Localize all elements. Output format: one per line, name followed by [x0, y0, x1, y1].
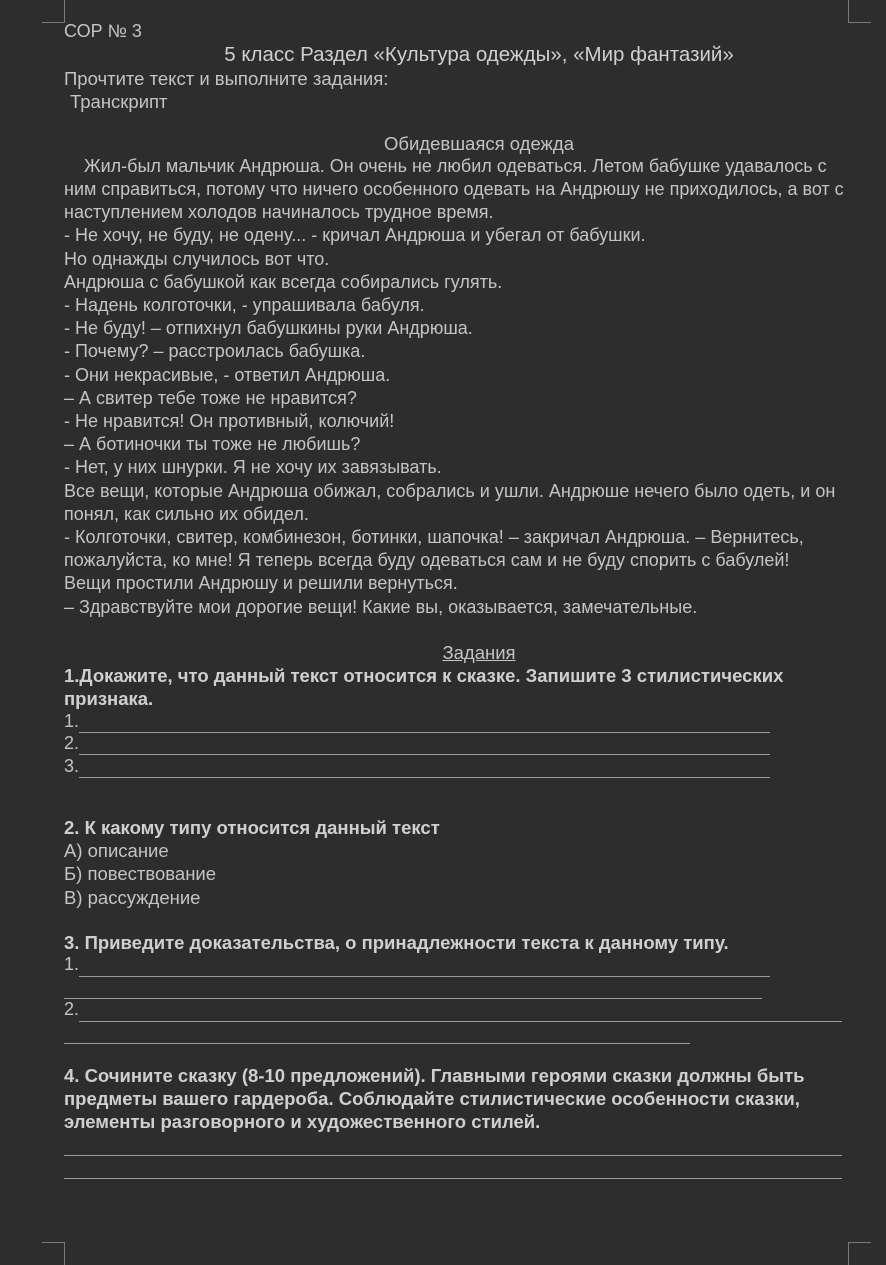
page-corner-bottom-right — [848, 1242, 871, 1265]
answer-block-1 — [64, 710, 770, 778]
answer-number: 2. — [64, 999, 80, 1020]
story-paragraph: – Здравствуйте мои дорогие вещи! Какие вы, оказывается, замечательные. — [64, 596, 698, 617]
answer-rule — [79, 960, 770, 977]
answer-number: 2. — [64, 733, 80, 754]
story — [64, 132, 854, 619]
story-paragraph: Жил-был мальчик Андрюша. Он очень не любил одеваться. Летом бабушке удавалось с ним справиться, потому что ничего особенного одевать на Андрюшу не приходилось, а вот с наступлением холодов начиналось трудное время. — [64, 155, 844, 223]
answer-rule — [64, 1139, 842, 1156]
story-paragraph: – А свитер тебе тоже не нравится? — [64, 387, 357, 408]
answer-rule — [79, 738, 770, 755]
page-corner-top-left — [42, 0, 65, 23]
answer-number: 1. — [64, 954, 80, 975]
option-b: Б) повествование — [64, 863, 217, 885]
story-paragraph: - Они некрасивые, - ответил Андрюша. — [64, 364, 391, 385]
question-2: 2. К какому типу относится данный текст — [64, 816, 440, 838]
story-paragraph: Все вещи, которые Андрюша обижал, собрались и ушли. Андрюше нечего было одеть, и он понял, как сильно их обидел. — [64, 480, 836, 524]
answer-number: 3. — [64, 755, 80, 776]
answer-rule — [79, 761, 770, 778]
answer-rule — [64, 1162, 842, 1179]
story-paragraph: - Не нравится! Он противный, колючий! — [64, 411, 395, 432]
question-3: 3. Приведите доказательства, о принадлежности текста к данному типу. — [64, 931, 729, 953]
story-paragraph: - Почему? – расстроилась бабушка. — [64, 341, 366, 362]
answer-line[interactable] — [64, 755, 770, 778]
document-page — [64, 20, 854, 1179]
answer-block-3 — [64, 954, 854, 1044]
story-paragraph: - Нет, у них шнурки. Я не хочу их завязывать. — [64, 457, 442, 478]
story-paragraph: Вещи простили Андрюшу и решили вернуться. — [64, 573, 458, 594]
answer-line[interactable] — [64, 1134, 842, 1157]
story-title: Обидевшаяся одежда — [383, 132, 574, 154]
answer-line[interactable] — [64, 977, 762, 1000]
page-corner-bottom-left — [42, 1242, 65, 1265]
story-paragraph: - Надень колготочки, - упрашивала бабуля. — [64, 295, 425, 316]
option-c: В) рассуждение — [64, 886, 201, 908]
story-paragraph: Андрюша с бабушкой как всегда собирались гулять. — [64, 271, 503, 292]
answer-line[interactable] — [64, 1156, 842, 1179]
question-1: 1.Докажите, что данный текст относится к сказке. Запишите 3 стилистических признака. — [64, 665, 784, 710]
transcript-label: Транскрипт — [70, 91, 168, 113]
answer-number: 1. — [64, 710, 80, 731]
answer-line[interactable] — [64, 710, 770, 733]
story-paragraph: Но однажды случилось вот что. — [64, 248, 330, 269]
answer-line[interactable] — [64, 733, 770, 756]
answer-rule — [64, 982, 762, 999]
answer-rule — [64, 1027, 690, 1044]
page-title: 5 класс Раздел «Культура одежды», «Мир фантазий» — [224, 43, 734, 67]
question-4: 4. Сочините сказку (8-10 предложений). Главными героями сказки должны быть предметы вашего гардероба. Соблюдайте стилистические особенности сказки, элементы разговорного и художественного стилей. — [64, 1065, 805, 1133]
story-paragraph: - Колготочки, свитер, комбинезон, ботинки, шапочка! – закричал Андрюша. – Вернитесь, пожалуйста, ко мне! Я теперь всегда буду одеваться сам и не буду спорить с бабулей! — [64, 527, 804, 571]
tasks-title: Задания — [442, 641, 516, 663]
answer-line[interactable] — [64, 1022, 690, 1045]
answer-rule — [79, 716, 770, 733]
answer-block-4 — [64, 1134, 842, 1179]
story-paragraph: - Не хочу, не буду, не одену... - кричал Андрюша и убегал от бабушки. — [64, 225, 646, 246]
option-a: А) описание — [64, 840, 169, 862]
instruction: Прочтите текст и выполните задания: — [64, 68, 389, 90]
answer-line[interactable] — [64, 999, 842, 1022]
answer-line[interactable] — [64, 954, 770, 977]
sor-number: СОР № 3 — [64, 21, 142, 41]
answer-rule — [79, 1005, 842, 1022]
story-paragraph: – А ботиночки ты тоже не любишь? — [64, 434, 361, 455]
story-paragraph: - Не буду! – отпихнул бабушкины руки Андрюша. — [64, 318, 473, 339]
